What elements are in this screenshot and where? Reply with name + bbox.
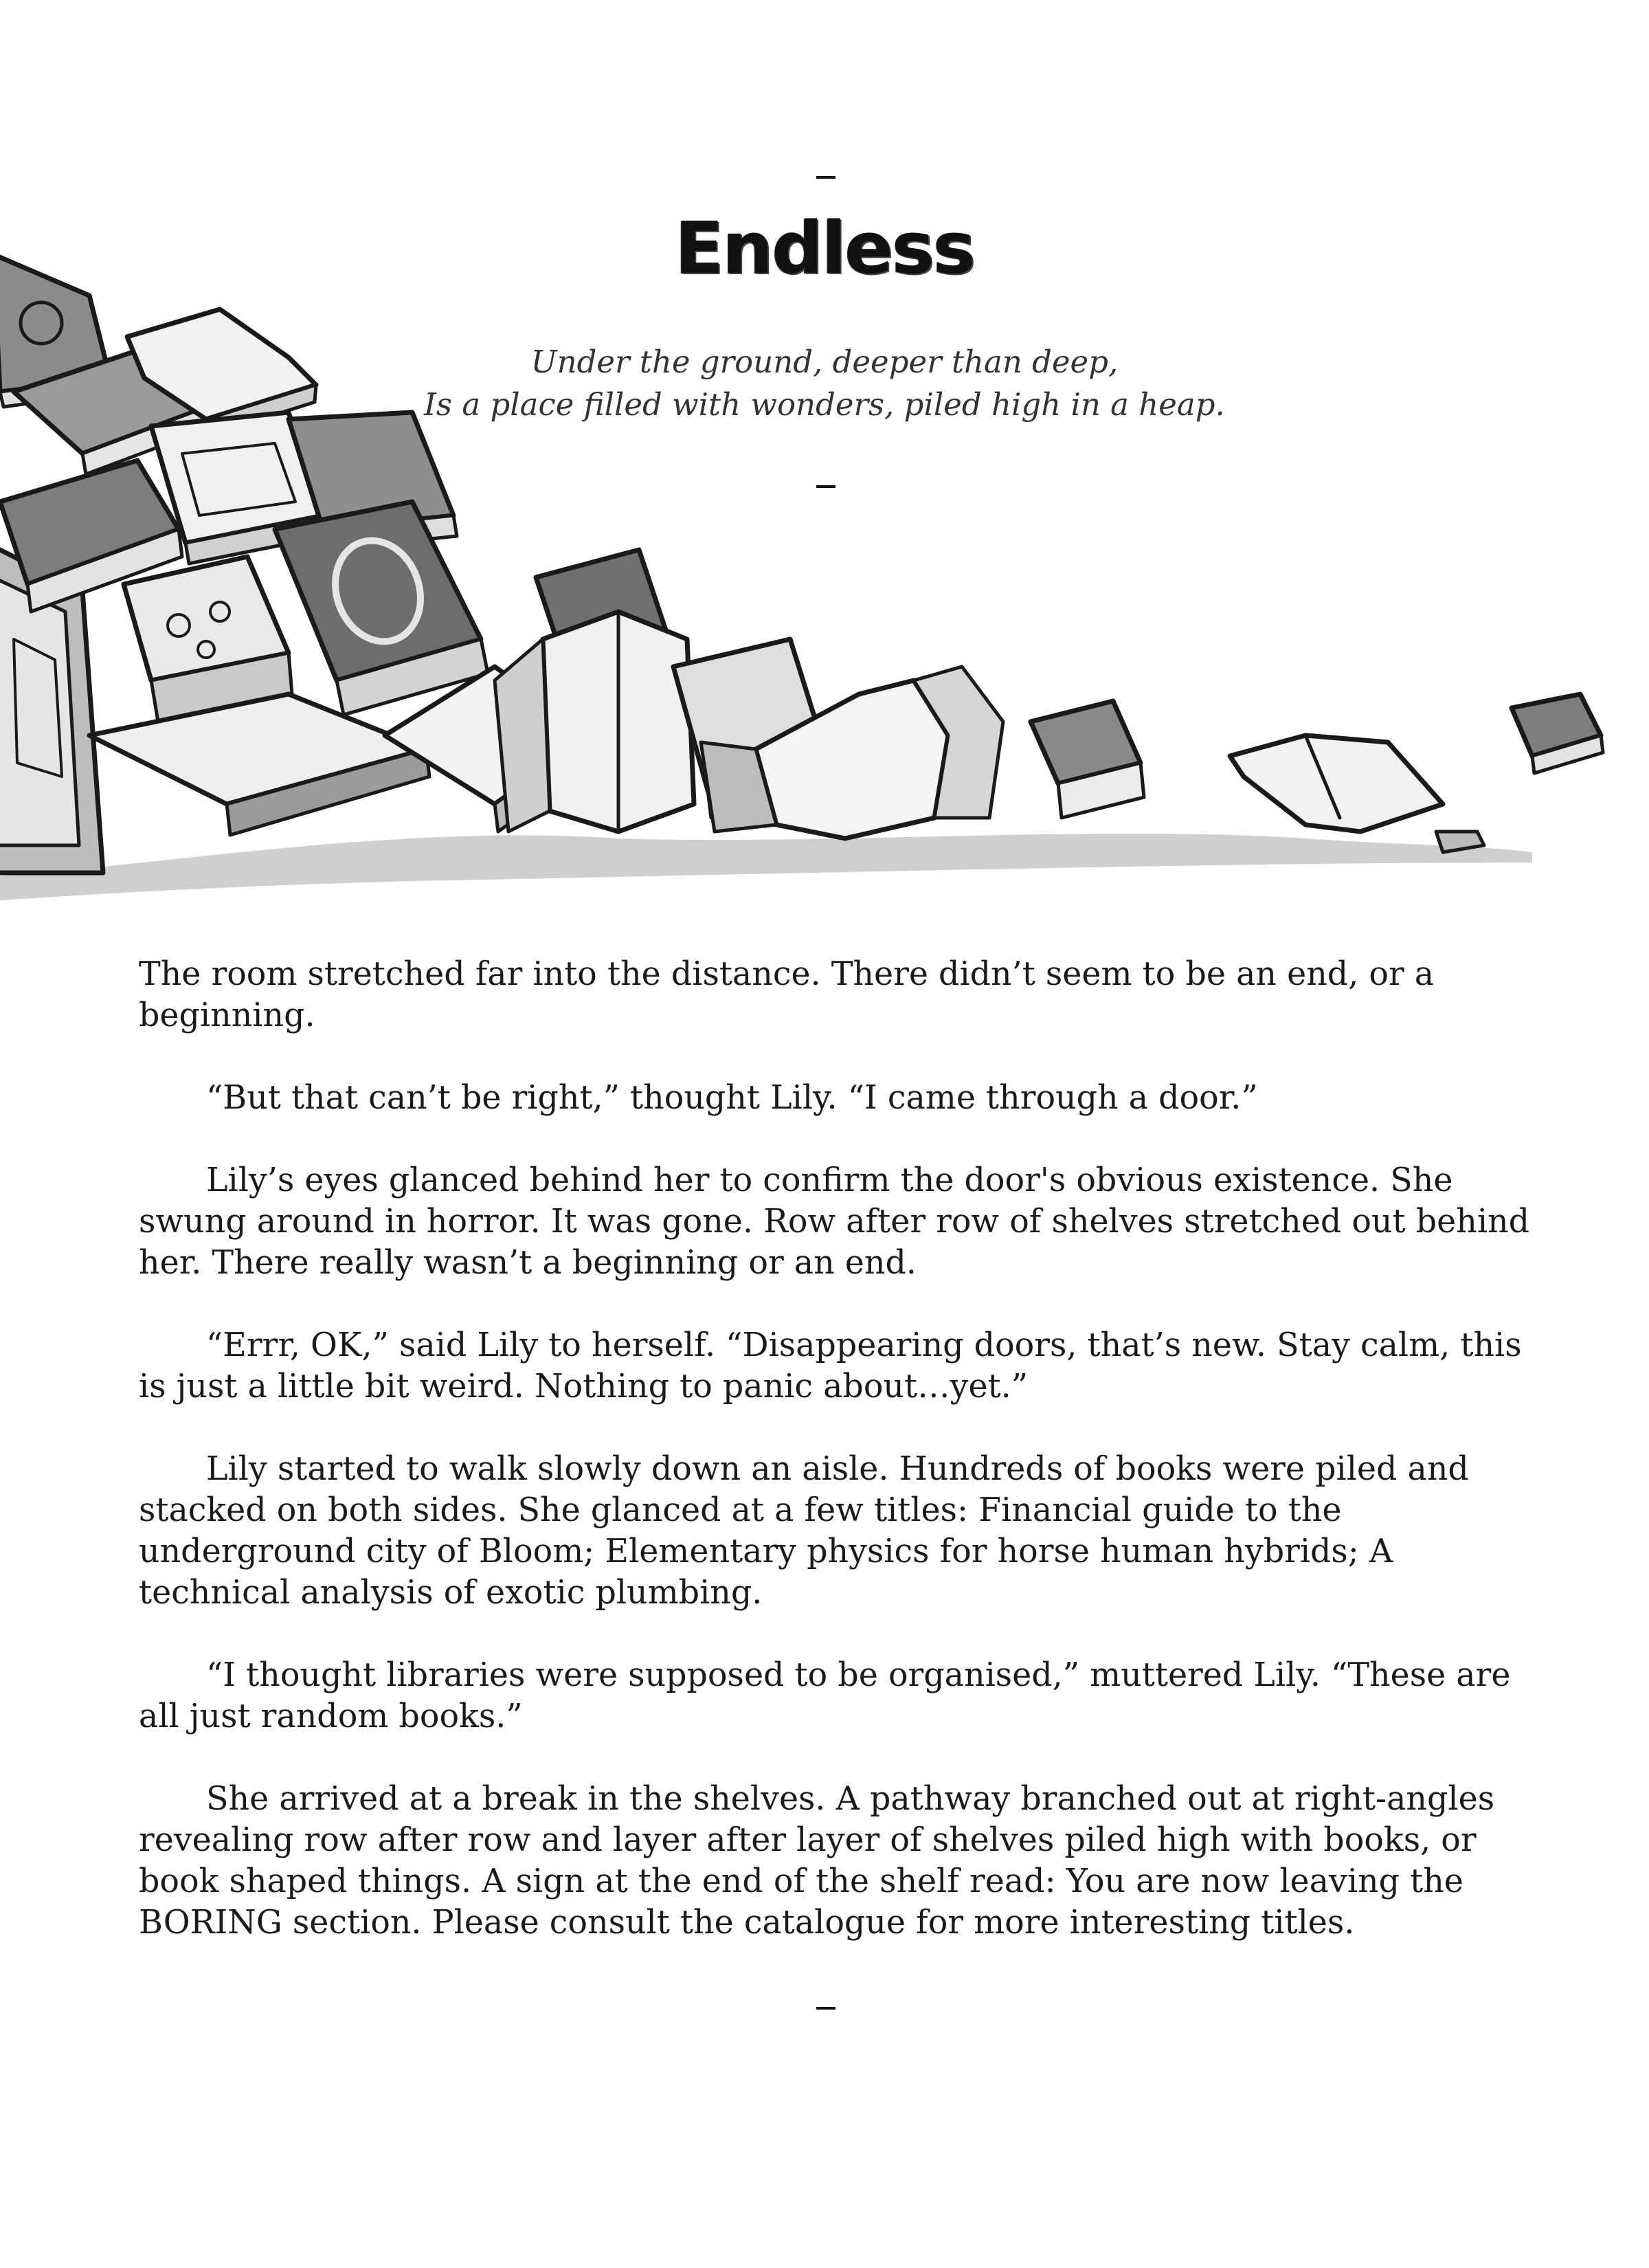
epigraph-line-1: Under the ground, deeper than deep, — [530, 344, 1119, 380]
story-body — [139, 954, 1554, 1985]
paragraph: Lily started to walk slowly down an aisle. Hundreds of books were piled and stacked on both sides. She glanced at a few titles: Financial guide to the underground city of Bloom; Elementary physics for horse human hybrids; A technical analysis of exotic plumbing. — [139, 1450, 1469, 1612]
paragraph: The room stretched far into the distance. There didn’t seem to be an end, or a beginning. — [139, 955, 1435, 1034]
paragraph: “Errr, OK,” said Lily to herself. “Disappearing doors, that’s new. Stay calm, this is just a little bit weird. Nothing to panic about…yet.” — [139, 1326, 1522, 1405]
paragraph: Lily’s eyes glanced behind her to confirm the door's obvious existence. She swung around in horror. It was gone. Row after row of shelves stretched out behind her. There really wasn’t a beginning or an end. — [139, 1161, 1530, 1282]
epigraph — [0, 341, 1649, 426]
section-divider-epigraph — [816, 485, 835, 488]
section-divider-top — [816, 176, 835, 179]
paragraph: “I thought libraries were supposed to be organised,” muttered Lily. “These are all just random books.” — [139, 1656, 1511, 1735]
chapter-title: Endless — [675, 206, 974, 290]
epigraph-line-2: Is a place filled with wonders, piled high in a heap. — [424, 386, 1225, 423]
section-divider-bottom — [816, 2007, 835, 2010]
paragraph: She arrived at a break in the shelves. A pathway branched out at right-angles revealing row after row and layer after layer of shelves piled high with books, or book shaped things. A sign at the end of the shelf read: You are now leaving the BORING section. Please consult the catalogue for more interesting titles. — [139, 1780, 1495, 1942]
paragraph: “But that can’t be right,” thought Lily. “I came through a door.” — [206, 1079, 1258, 1117]
